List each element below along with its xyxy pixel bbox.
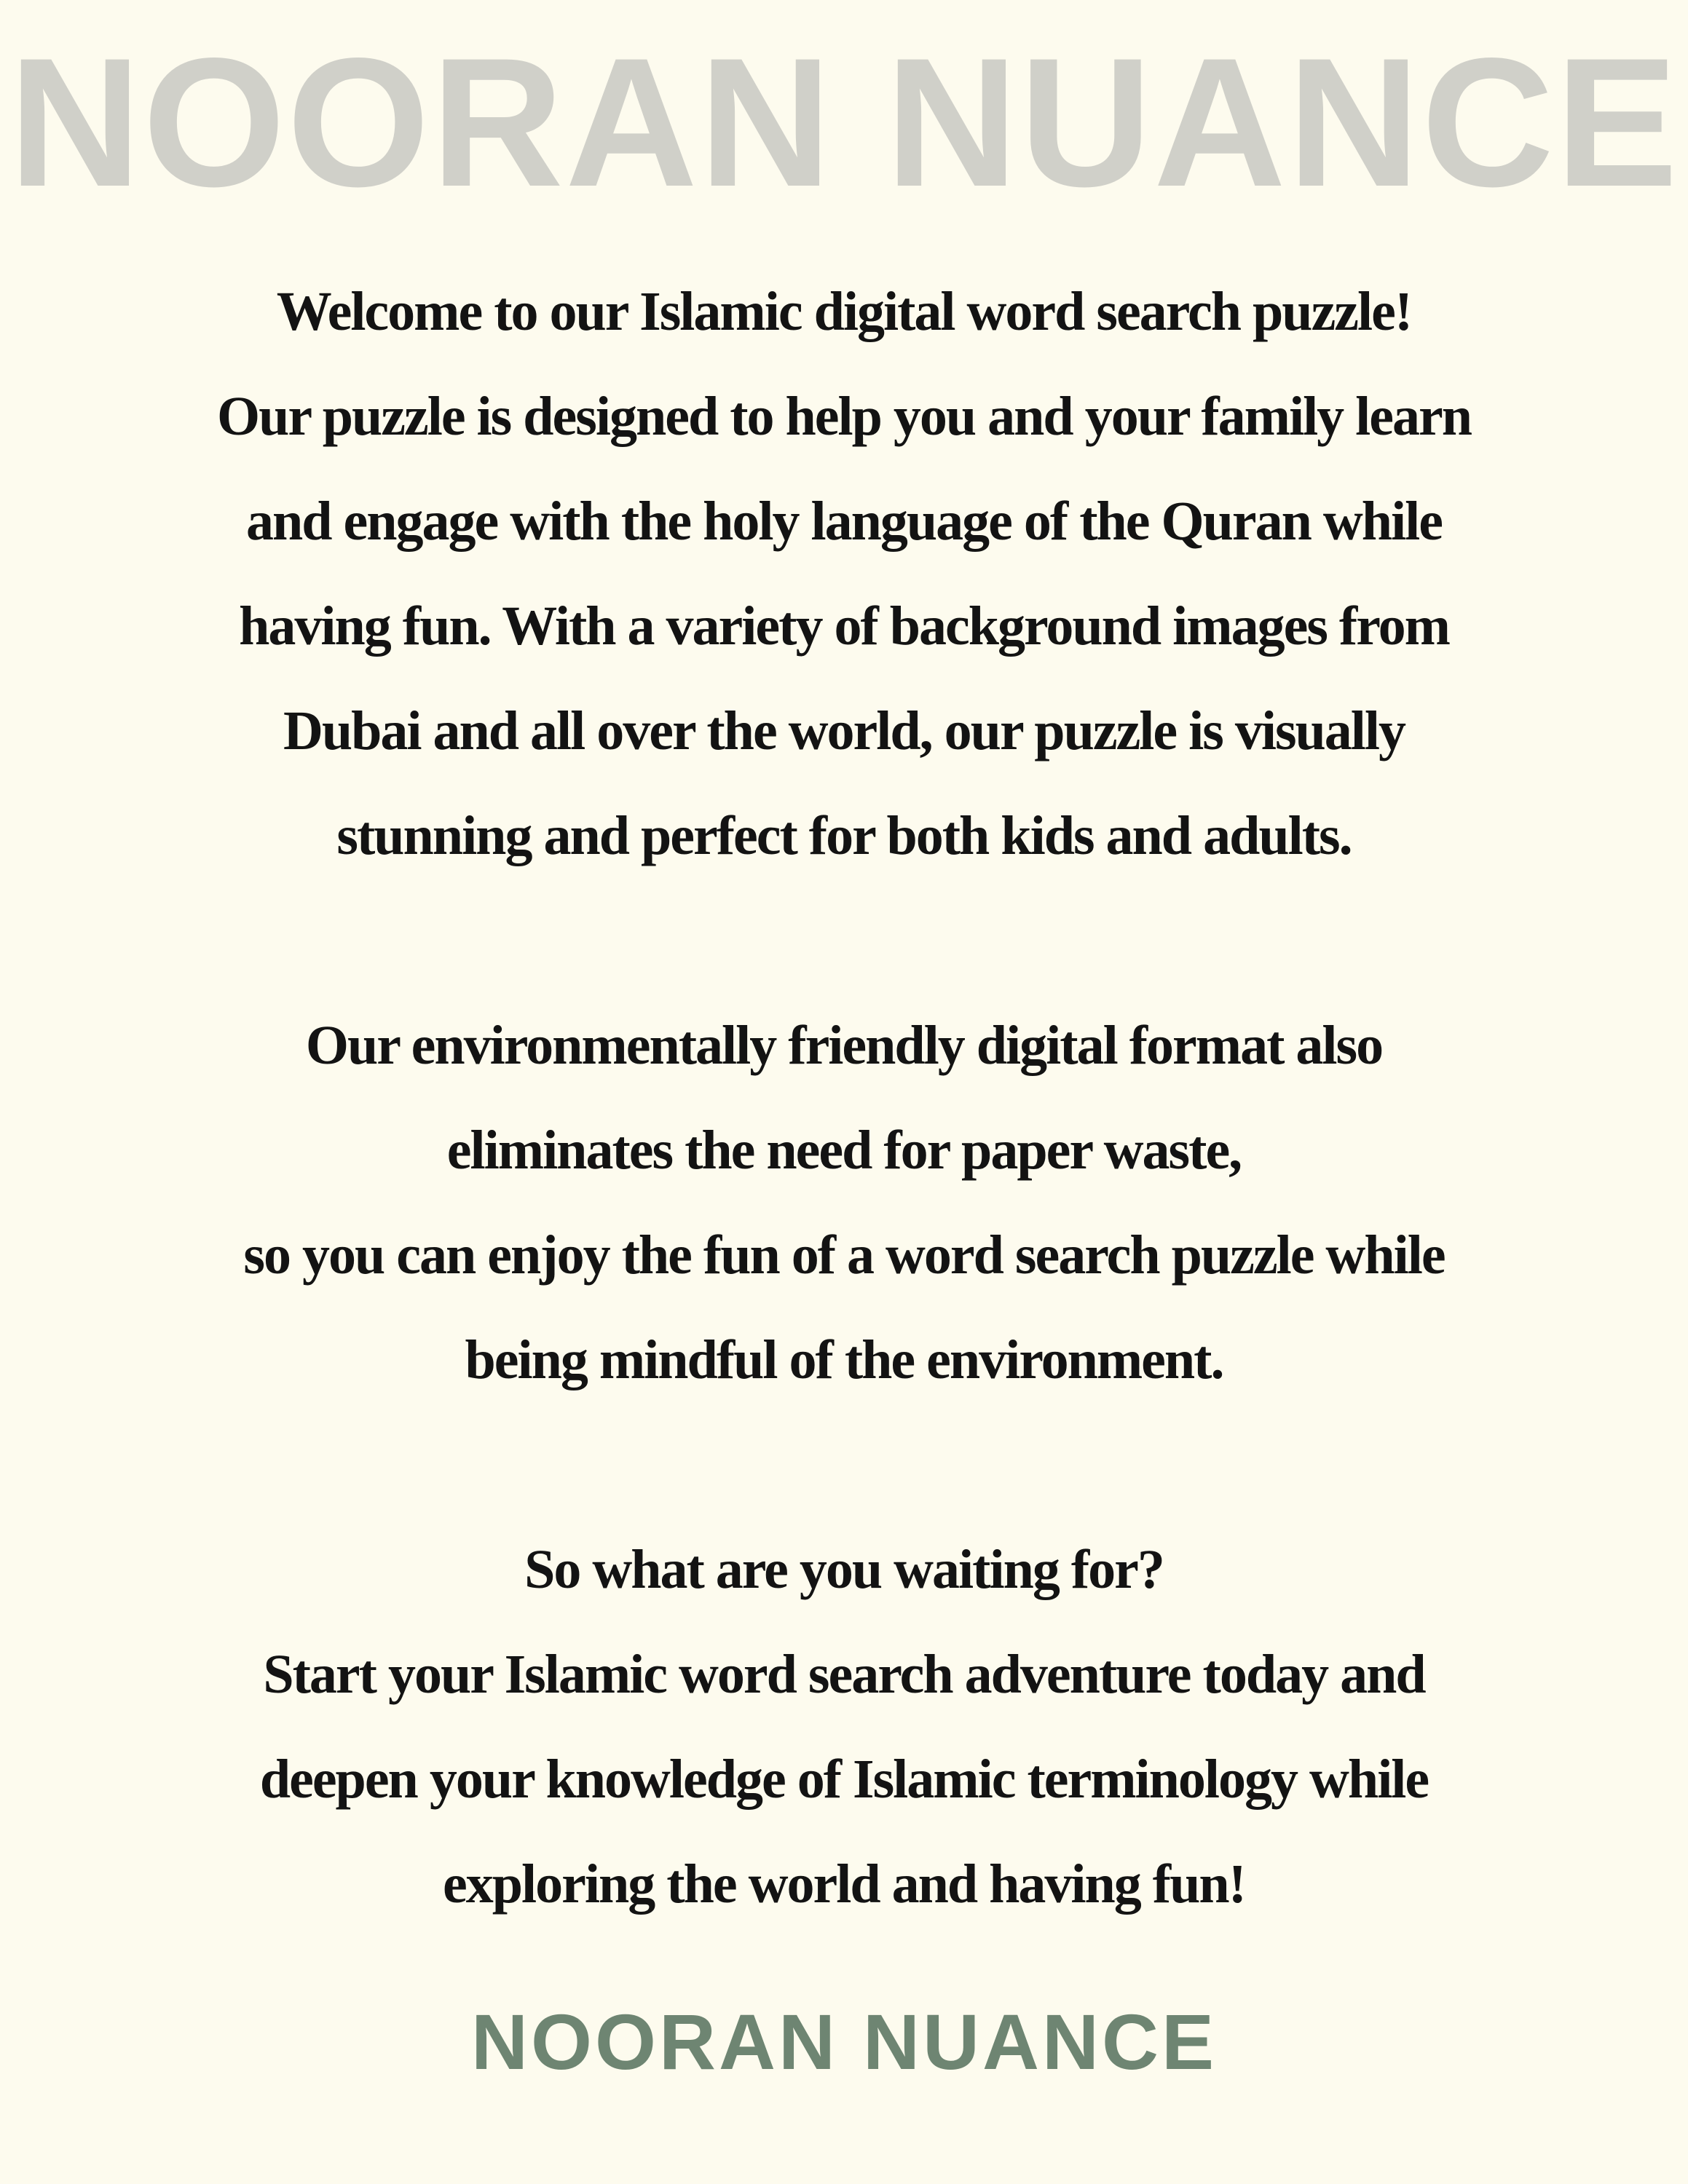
text-line: stunning and perfect for both kids and adults. xyxy=(336,805,1352,866)
text-line: having fun. With a variety of background images from xyxy=(239,596,1449,657)
paragraph-environment xyxy=(44,993,1644,1412)
text-line: Dubai and all over the world, our puzzle is visually xyxy=(283,700,1405,761)
paragraph-call-to-action xyxy=(44,1517,1644,1936)
paragraph-spacer xyxy=(44,1412,1644,1517)
body-text xyxy=(44,259,1644,1936)
page-title: NOORAN NUANCE xyxy=(9,20,1679,225)
text-line: Start your Islamic word search adventure today and xyxy=(263,1644,1425,1705)
paragraph-spacer xyxy=(44,888,1644,993)
text-line: So what are you waiting for? xyxy=(524,1539,1164,1600)
paragraph-welcome xyxy=(44,259,1644,888)
text-line: so you can enjoy the fun of a word search puzzle while xyxy=(243,1224,1445,1286)
text-line: eliminates the need for paper waste, xyxy=(446,1120,1242,1181)
text-line: exploring the world and having fun! xyxy=(443,1853,1245,1915)
text-line: Welcome to our Islamic digital word search puzzle! xyxy=(276,281,1412,342)
text-line: Our environmentally friendly digital format also xyxy=(305,1015,1383,1076)
text-line: and engage with the holy language of the Quran while xyxy=(245,491,1443,552)
text-line: Our puzzle is designed to help you and your family learn xyxy=(216,386,1472,447)
text-line: being mindful of the environment. xyxy=(465,1329,1223,1390)
footer-brand: NOORAN NUANCE xyxy=(471,1998,1217,2086)
text-line: deepen your knowledge of Islamic terminology while xyxy=(259,1749,1429,1810)
